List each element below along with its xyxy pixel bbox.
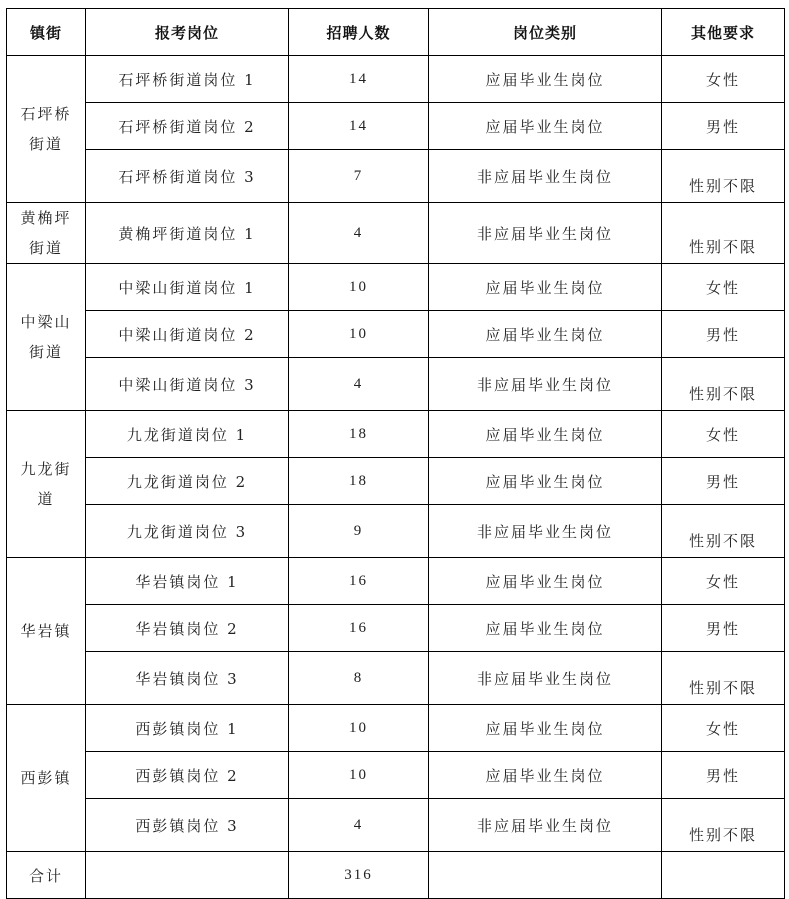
- street-name: 九龙街道: [20, 460, 72, 508]
- count-cell: 10: [289, 264, 429, 311]
- other-cell: 性别不限: [662, 203, 785, 264]
- street-name: 西彭镇: [20, 769, 72, 787]
- table-row: [7, 103, 785, 150]
- table-header: [7, 9, 785, 56]
- street-name-cell: [7, 705, 86, 852]
- other-cell: 性别不限: [662, 799, 785, 852]
- table-row: [7, 605, 785, 652]
- category-cell: 非应届毕业生岗位: [429, 505, 662, 558]
- position-cell: 华岩镇岗位 3: [86, 652, 289, 705]
- count-cell: 16: [289, 605, 429, 652]
- table-row: [7, 705, 785, 752]
- header-row: [7, 9, 785, 56]
- total-empty-category: [429, 852, 662, 899]
- street-name-cell: [7, 264, 86, 411]
- count-cell: 18: [289, 411, 429, 458]
- header-other: 其他要求: [662, 9, 785, 56]
- position-cell: 西彭镇岗位 2: [86, 752, 289, 799]
- header-count: 招聘人数: [289, 9, 429, 56]
- total-empty-other: [662, 852, 785, 899]
- count-cell: 9: [289, 505, 429, 558]
- other-cell: 男性: [662, 311, 785, 358]
- table-row: [7, 411, 785, 458]
- category-cell: 应届毕业生岗位: [429, 705, 662, 752]
- other-cell: 男性: [662, 458, 785, 505]
- count-cell: 18: [289, 458, 429, 505]
- category-cell: 应届毕业生岗位: [429, 411, 662, 458]
- category-cell: 应届毕业生岗位: [429, 264, 662, 311]
- street-name-cell: [7, 203, 86, 264]
- table-row: [7, 799, 785, 852]
- other-cell: 男性: [662, 605, 785, 652]
- total-count: 316: [289, 852, 429, 899]
- position-cell: 石坪桥街道岗位 1: [86, 56, 289, 103]
- count-cell: 14: [289, 56, 429, 103]
- category-cell: 应届毕业生岗位: [429, 558, 662, 605]
- category-cell: 应届毕业生岗位: [429, 605, 662, 652]
- other-cell: 性别不限: [662, 150, 785, 203]
- total-label: 合计: [7, 852, 86, 899]
- table-row: [7, 652, 785, 705]
- position-cell: 石坪桥街道岗位 2: [86, 103, 289, 150]
- street-name-cell: [7, 411, 86, 558]
- position-cell: 华岩镇岗位 1: [86, 558, 289, 605]
- position-cell: 西彭镇岗位 1: [86, 705, 289, 752]
- street-name-cell: [7, 56, 86, 203]
- header-position: 报考岗位: [86, 9, 289, 56]
- category-cell: 非应届毕业生岗位: [429, 150, 662, 203]
- street-name: 石坪桥街道: [20, 105, 72, 153]
- other-cell: 性别不限: [662, 652, 785, 705]
- other-cell: 性别不限: [662, 358, 785, 411]
- table-row: [7, 752, 785, 799]
- other-cell: 女性: [662, 705, 785, 752]
- position-cell: 华岩镇岗位 2: [86, 605, 289, 652]
- count-cell: 8: [289, 652, 429, 705]
- other-cell: 性别不限: [662, 505, 785, 558]
- count-cell: 10: [289, 705, 429, 752]
- street-name: 华岩镇: [20, 622, 72, 640]
- category-cell: 应届毕业生岗位: [429, 458, 662, 505]
- table-row: [7, 264, 785, 311]
- count-cell: 16: [289, 558, 429, 605]
- position-cell: 九龙街道岗位 3: [86, 505, 289, 558]
- total-empty-position: [86, 852, 289, 899]
- category-cell: 非应届毕业生岗位: [429, 652, 662, 705]
- table-row: [7, 505, 785, 558]
- recruitment-table: [6, 8, 785, 899]
- position-cell: 黄桷坪街道岗位 1: [86, 203, 289, 264]
- position-cell: 中梁山街道岗位 3: [86, 358, 289, 411]
- position-cell: 石坪桥街道岗位 3: [86, 150, 289, 203]
- other-cell: 女性: [662, 56, 785, 103]
- position-cell: 西彭镇岗位 3: [86, 799, 289, 852]
- table-body: [7, 56, 785, 899]
- street-name: 中梁山街道: [20, 313, 72, 361]
- street-name: 黄桷坪街道: [20, 209, 72, 257]
- position-cell: 九龙街道岗位 2: [86, 458, 289, 505]
- table-row: [7, 150, 785, 203]
- category-cell: 应届毕业生岗位: [429, 103, 662, 150]
- header-street: 镇街: [7, 9, 86, 56]
- header-category: 岗位类别: [429, 9, 662, 56]
- table-row: [7, 311, 785, 358]
- count-cell: 4: [289, 358, 429, 411]
- street-name-cell: [7, 558, 86, 705]
- table-row: [7, 203, 785, 264]
- position-cell: 中梁山街道岗位 2: [86, 311, 289, 358]
- table-row: [7, 56, 785, 103]
- other-cell: 女性: [662, 411, 785, 458]
- count-cell: 7: [289, 150, 429, 203]
- table-row: [7, 458, 785, 505]
- category-cell: 非应届毕业生岗位: [429, 203, 662, 264]
- other-cell: 女性: [662, 558, 785, 605]
- category-cell: 应届毕业生岗位: [429, 56, 662, 103]
- position-cell: 九龙街道岗位 1: [86, 411, 289, 458]
- other-cell: 女性: [662, 264, 785, 311]
- other-cell: 男性: [662, 103, 785, 150]
- category-cell: 应届毕业生岗位: [429, 752, 662, 799]
- other-cell: 男性: [662, 752, 785, 799]
- category-cell: 非应届毕业生岗位: [429, 358, 662, 411]
- count-cell: 4: [289, 799, 429, 852]
- category-cell: 非应届毕业生岗位: [429, 799, 662, 852]
- position-cell: 中梁山街道岗位 1: [86, 264, 289, 311]
- count-cell: 4: [289, 203, 429, 264]
- table-row: [7, 358, 785, 411]
- count-cell: 10: [289, 311, 429, 358]
- count-cell: 10: [289, 752, 429, 799]
- table-row: [7, 558, 785, 605]
- total-row: [7, 852, 785, 899]
- category-cell: 应届毕业生岗位: [429, 311, 662, 358]
- count-cell: 14: [289, 103, 429, 150]
